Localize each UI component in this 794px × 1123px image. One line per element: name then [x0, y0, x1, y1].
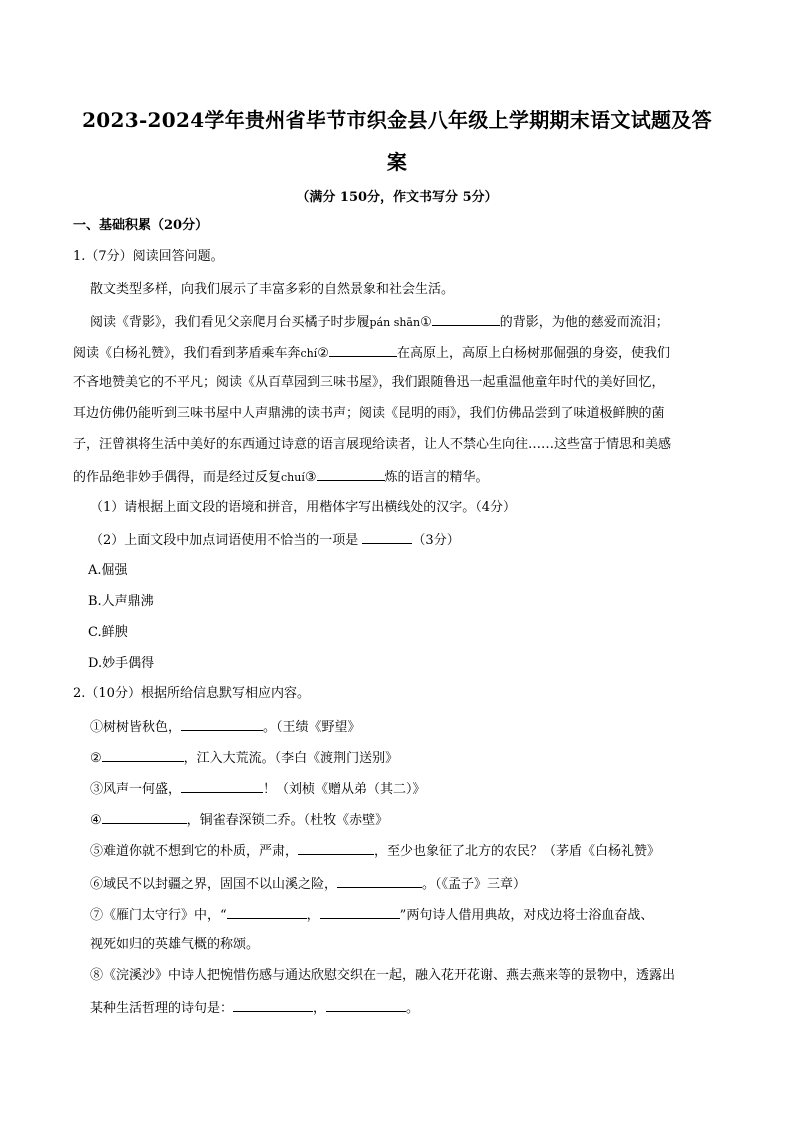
fill-blank[interactable]	[320, 906, 400, 919]
q1-subquestion-2	[90, 531, 460, 549]
fill-blank[interactable]	[181, 718, 263, 731]
q2-item-8-cont	[90, 999, 419, 1017]
item-text: ”两句诗人借用典故，对戍边将士浴血奋战、	[399, 908, 654, 923]
item-text: ⑥域民不以封疆之界，固国不以山溪之险，	[90, 877, 338, 892]
option-a: A.倔强	[88, 563, 128, 578]
q1-passage-line: 不吝地赞美它的不平凡；阅读《从百草园到三味书屋》，我们跟随鲁迅一起重温他童年时代的美好回忆，	[73, 375, 665, 390]
document-title: 2023-2024学年贵州省毕节市织金县八年级上学期期末语文试题及答	[82, 108, 712, 132]
pinyin: chí	[300, 347, 318, 360]
q1-passage-line	[73, 468, 489, 486]
document-subtitle: （满分 150分，作文书写分 5分）	[296, 190, 498, 205]
fill-blank-1[interactable]	[432, 313, 500, 326]
passage-text: 的背影，为他的慈爱而流泪；	[499, 315, 669, 330]
q2-item-1	[90, 718, 361, 736]
item-punct: ，	[313, 1001, 327, 1016]
question-2-header: 2.（10分）根据所给信息默写相应内容。	[73, 686, 310, 701]
item-text: ④	[90, 813, 102, 828]
blank-number: ②	[317, 346, 329, 361]
fill-blank-3[interactable]	[317, 468, 385, 481]
item-text: ②	[90, 751, 102, 766]
q1-subquestion-1: （1）请根据上面文段的语境和拼音，用楷体字写出横线处的汉字。（4分）	[90, 500, 517, 515]
pinyin: pán shān	[369, 316, 421, 329]
section-heading: 一、基础积累（20分）	[73, 218, 209, 233]
q2-item-5	[90, 842, 660, 860]
fill-blank[interactable]	[102, 749, 184, 762]
q2-item-7	[90, 906, 653, 924]
fill-blank-2[interactable]	[329, 344, 397, 357]
option-b: B.人声鼎沸	[88, 594, 154, 609]
passage-text: 阅读《背影》，我们看见父亲爬月台买橘子时步履	[90, 315, 370, 330]
subquestion-score: （3分）	[412, 533, 460, 548]
item-source: ，至少也象征了北方的农民？（茅盾《白杨礼赞》	[374, 844, 661, 859]
answer-blank[interactable]	[362, 531, 412, 544]
q2-item-8: ⑧《浣溪沙》中诗人把惋惜伤感与通达欣慰交织在一起，融入花开花谢、燕去燕来等的景物中，透露出	[90, 968, 676, 983]
q1-paragraph-intro: 散文类型多样，向我们展示了丰富多彩的自然景象和社会生活。	[90, 282, 455, 297]
q2-item-7-cont: 视死如归的英雄气概的称颂。	[90, 937, 260, 952]
item-source: 。（《孟子》三章）	[422, 877, 527, 892]
item-text: ①树树皆秋色，	[90, 720, 182, 735]
q1-passage-line	[90, 313, 669, 331]
pinyin: chuí	[281, 471, 305, 484]
document-title-continued: 案	[386, 150, 408, 174]
passage-text: 在高原上，高原上白杨树那倔强的身姿，使我们	[396, 346, 670, 361]
fill-blank[interactable]	[298, 842, 374, 855]
q1-passage-line: 耳边仿佛仍能听到三味书屋中人声鼎沸的读书声；阅读《昆明的雨》，我们仿佛品尝到了味道极鲜腴的菌	[73, 406, 665, 421]
item-source: ！（刘桢《赠从弟（其二）》	[263, 782, 426, 797]
item-punct: ，	[306, 908, 320, 923]
item-text: ⑦《雁门太守行》中，“	[90, 908, 227, 923]
q2-item-3	[90, 780, 426, 798]
subquestion-text: （2）上面文段中加点词语使用不恰当的一项是	[90, 533, 359, 548]
option-d: D.妙手偶得	[88, 656, 155, 671]
question-1-header: 1.（7分）阅读回答问题。	[73, 249, 224, 264]
passage-text: 的作品绝非妙手偶得，而是经过反复	[73, 470, 282, 485]
q1-passage-line: 子，汪曾祺将生活中美好的东西通过诗意的语言展现给读者，让人不禁心生向往……这些富于情思和美感	[73, 437, 672, 452]
q1-passage-line	[73, 344, 670, 362]
item-text: ③风声一何盛，	[90, 782, 182, 797]
item-source: ，铜雀春深锁二乔。（杜牧《赤壁》	[186, 813, 389, 828]
fill-blank[interactable]	[326, 999, 406, 1012]
q2-item-6	[90, 875, 526, 893]
passage-text: 阅读《白杨礼赞》，我们看到茅盾乘车奔	[73, 346, 301, 361]
blank-number: ①	[420, 315, 432, 330]
fill-blank[interactable]	[233, 999, 313, 1012]
fill-blank[interactable]	[181, 780, 263, 793]
q2-item-2	[90, 749, 398, 767]
fill-blank[interactable]	[102, 811, 187, 824]
fill-blank[interactable]	[337, 875, 422, 888]
blank-number: ③	[304, 470, 317, 485]
item-text: 某种生活哲理的诗句是：	[90, 1001, 234, 1016]
item-source: ，江入大荒流。（李白《渡荆门送别》	[183, 751, 399, 766]
option-c: C.鲜腴	[88, 625, 128, 640]
item-punct: 。	[406, 1001, 420, 1016]
item-text: ⑤难道你就不想到它的朴质，严肃，	[90, 844, 299, 859]
fill-blank[interactable]	[227, 906, 307, 919]
item-source: 。（王绩《野望》	[263, 720, 361, 735]
passage-text: 炼的语言的精华。	[384, 470, 489, 485]
q2-item-4	[90, 811, 388, 829]
